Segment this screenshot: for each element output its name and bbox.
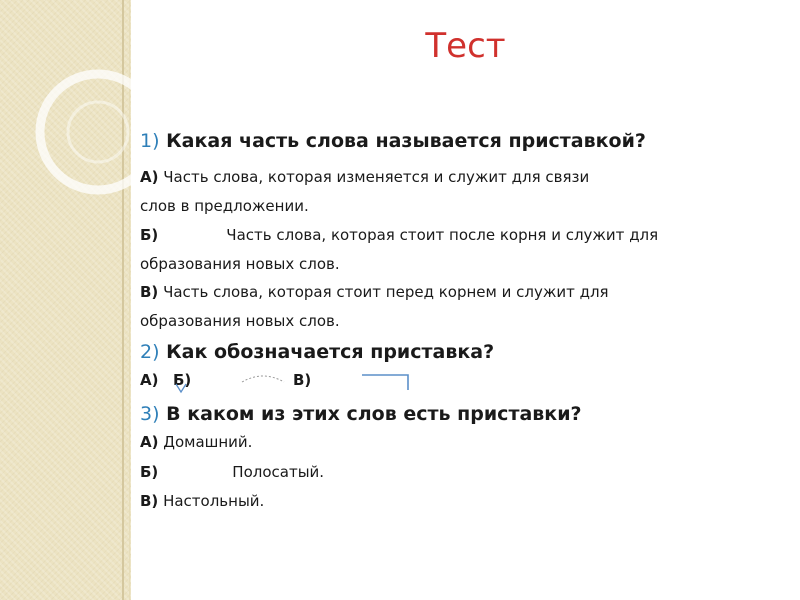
ending-symbol-icon bbox=[174, 370, 188, 396]
root-arc-icon bbox=[240, 372, 286, 384]
q1-option-a-letter: А) bbox=[140, 168, 159, 186]
q3-option-c-text: Настольный. bbox=[163, 492, 265, 510]
q3-option-b-text: Полосатый. bbox=[232, 463, 325, 481]
q1-option-b-text: Часть слова, которая стоит после корня и служит для bbox=[226, 226, 659, 244]
question-3 bbox=[140, 403, 582, 425]
q1-option-c-text: Часть слова, которая стоит перед корнем и служит для bbox=[163, 283, 609, 301]
q3-option-a-text: Домашний. bbox=[163, 433, 253, 451]
q3-option-b bbox=[140, 463, 324, 481]
page-title: Тест bbox=[425, 26, 506, 66]
q3-option-a-letter: А) bbox=[140, 433, 159, 451]
q3-option-a bbox=[140, 433, 252, 451]
q1-option-a-cont: слов в предложении. bbox=[140, 197, 309, 215]
q3-option-c-letter: В) bbox=[140, 492, 159, 510]
q2-option-a-letter: А) bbox=[140, 371, 159, 389]
q1-option-c bbox=[140, 283, 609, 301]
question-1-number: 1) bbox=[140, 130, 160, 152]
question-2-number: 2) bbox=[140, 341, 160, 363]
q1-option-b-cont: образования новых слов. bbox=[140, 255, 340, 273]
question-2 bbox=[140, 341, 494, 363]
q2-option-b-letter: Б) bbox=[173, 371, 192, 389]
question-2-text: Как обозначается приставка? bbox=[166, 341, 495, 363]
prefix-symbol-icon bbox=[360, 372, 412, 392]
q1-option-c-cont: образования новых слов. bbox=[140, 312, 340, 330]
q1-option-a-text: Часть слова, которая изменяется и служит для связи bbox=[163, 168, 590, 186]
question-3-number: 3) bbox=[140, 403, 160, 425]
q3-option-c bbox=[140, 492, 264, 510]
question-3-text: В каком из этих слов есть приставки? bbox=[166, 403, 582, 425]
q1-option-b-letter: Б) bbox=[140, 226, 159, 244]
question-1 bbox=[140, 130, 646, 152]
q3-option-b-letter: Б) bbox=[140, 463, 159, 481]
question-1-text: Какая часть слова называется приставкой? bbox=[166, 130, 646, 152]
q1-option-c-letter: В) bbox=[140, 283, 159, 301]
q1-option-a bbox=[140, 168, 589, 186]
q2-option-c-letter: В) bbox=[293, 371, 312, 389]
q1-option-b bbox=[140, 226, 658, 244]
